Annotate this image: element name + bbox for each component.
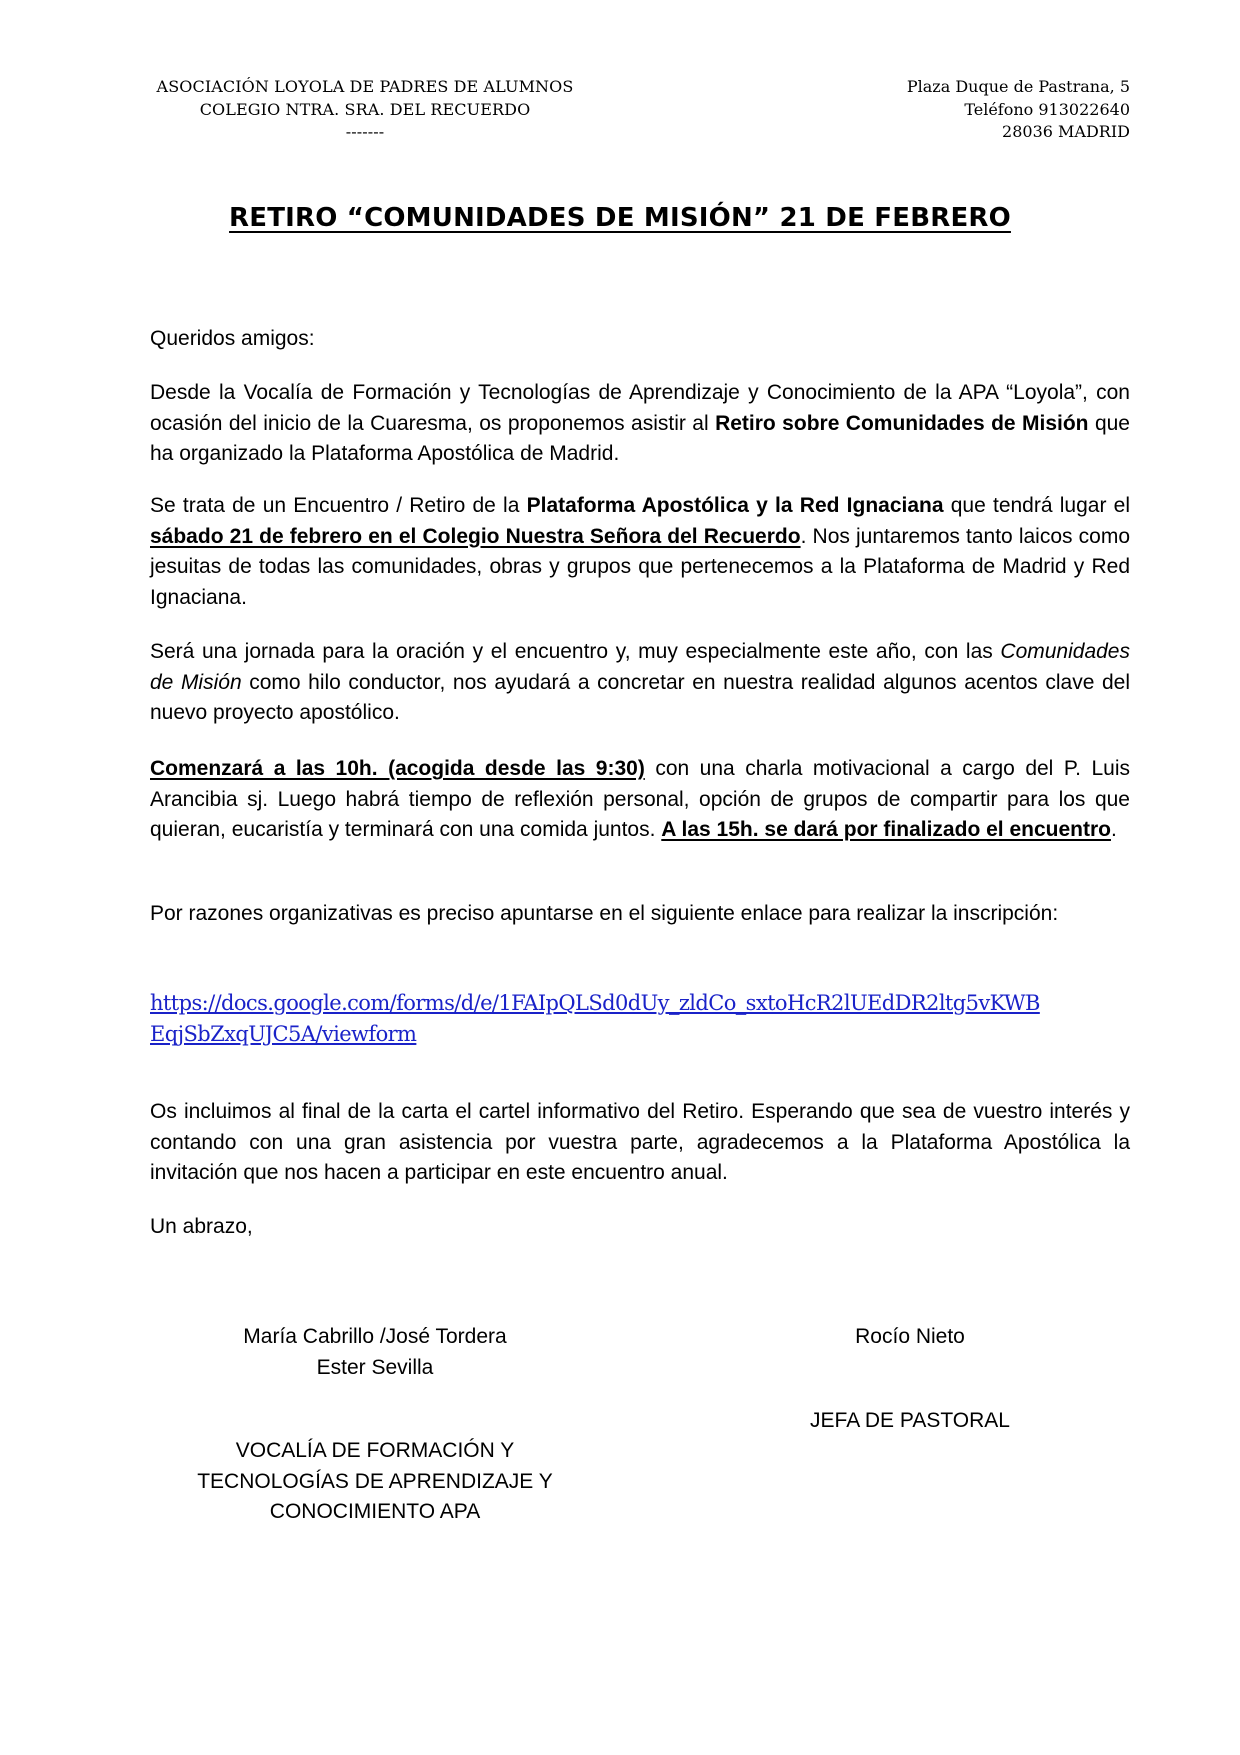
text: . Nos juntaremos tanto laicos como jesuitas de todas las comunidades, obras y grupos que pertenecemos a la Plataforma de Madrid y Red Ignaciana. bbox=[150, 524, 1130, 609]
paragraph-closing: Os incluimos al final de la carta el cartel informativo del Retiro. Esperando que sea de vuestro interés y contando con una gran asistencia por vuestra parte, agradecemos a la Plataforma Apostólica la invitación que nos hacen a participar en este encuentro anual. bbox=[150, 1100, 1130, 1184]
signer-names: Ester Sevilla bbox=[316, 1355, 434, 1379]
text: con una charla motivacional a cargo del P. Luis Arancibia sj. Luego habrá tiempo de reflexión personal, opción de grupos de compartir para los que quieran, eucaristía y terminará con una comida juntos. bbox=[150, 757, 1130, 841]
paragraph-intro bbox=[150, 378, 1130, 470]
bold-retreat-name: Retiro sobre Comunidades de Misión bbox=[715, 411, 1089, 435]
signer-role: TECNOLOGÍAS DE APRENDIZAJE Y bbox=[197, 1469, 553, 1493]
signer-role: CONOCIMIENTO APA bbox=[269, 1500, 481, 1523]
signer-names: María Cabrillo /José Tordera bbox=[243, 1325, 507, 1348]
text: . bbox=[1110, 818, 1117, 841]
text: que ha organizado la Plataforma Apostólica de Madrid. bbox=[150, 411, 1130, 465]
signer-role: JEFA DE PASTORAL bbox=[810, 1408, 1010, 1432]
text: Será una jornada para la oración y el encuentro y, muy especialmente este año, con las bbox=[150, 640, 1001, 663]
address-city: 28036 MADRID bbox=[1002, 122, 1130, 141]
signer-name: Rocío Nieto bbox=[855, 1325, 965, 1348]
letterhead-separator: ------- bbox=[345, 122, 385, 141]
bold-organizers: Plataforma Apostólica y la Red Ignaciana bbox=[526, 494, 944, 517]
signature-left bbox=[190, 1322, 560, 1528]
link-line-1[interactable]: https://docs.google.com/forms/d/e/1FAIpQLSd0dUy_zldCo_sxtoHcR2lUEdDR2ltg5vKWB bbox=[150, 991, 1040, 1015]
document-title: RETIRO “COMUNIDADES DE MISIÓN” 21 DE FEBRERO bbox=[229, 203, 1011, 233]
closing-salutation: Un abrazo, bbox=[150, 1215, 253, 1238]
signature-right bbox=[760, 1322, 1060, 1436]
paragraph-event-details bbox=[150, 491, 1130, 613]
end-time: A las 15h. se dará por finalizado el encuentro bbox=[661, 818, 1111, 841]
address-phone: Teléfono 913022640 bbox=[964, 99, 1130, 119]
link-line-2[interactable]: EqjSbZxqUJC5A/viewform bbox=[150, 1022, 417, 1046]
signer-role: VOCALÍA DE FORMACIÓN Y bbox=[235, 1439, 515, 1462]
registration-link[interactable] bbox=[150, 991, 1040, 1046]
text: Se trata de un Encuentro / Retiro de la bbox=[150, 494, 527, 517]
school-name: COLEGIO NTRA. SRA. DEL RECUERDO bbox=[199, 99, 531, 119]
letterhead-address bbox=[830, 76, 1130, 144]
text: que tendrá lugar el bbox=[943, 494, 1131, 517]
paragraph-registration: Por razones organizativas es preciso apuntarse en el siguiente enlace para realizar la inscripción: bbox=[150, 902, 1059, 925]
italic-theme: Comunidades de Misión bbox=[150, 640, 1130, 694]
text: como hilo conductor, nos ayudará a concretar en nuestra realidad algunos acentos clave del nuevo proyecto apostólico. bbox=[150, 670, 1130, 724]
paragraph-purpose bbox=[150, 637, 1130, 729]
registration-link-block bbox=[150, 988, 1130, 1050]
paragraph-schedule bbox=[150, 754, 1130, 846]
letterhead-association bbox=[130, 76, 600, 144]
text: Desde la Vocalía de Formación y Tecnologías de Aprendizaje y Conocimiento de la APA “Loyola”, con ocasión del inicio de la Cuaresma, os proponemos asistir al bbox=[150, 381, 1130, 435]
start-time: Comenzará a las 10h. (acogida desde las 9:30) bbox=[150, 757, 645, 780]
association-name: ASOCIACIÓN LOYOLA DE PADRES DE ALUMNOS bbox=[156, 77, 574, 96]
event-date-location: sábado 21 de febrero en el Colegio Nuestra Señora del Recuerdo bbox=[150, 524, 801, 548]
greeting: Queridos amigos: bbox=[150, 327, 315, 350]
address-street: Plaza Duque de Pastrana, 5 bbox=[906, 77, 1130, 96]
